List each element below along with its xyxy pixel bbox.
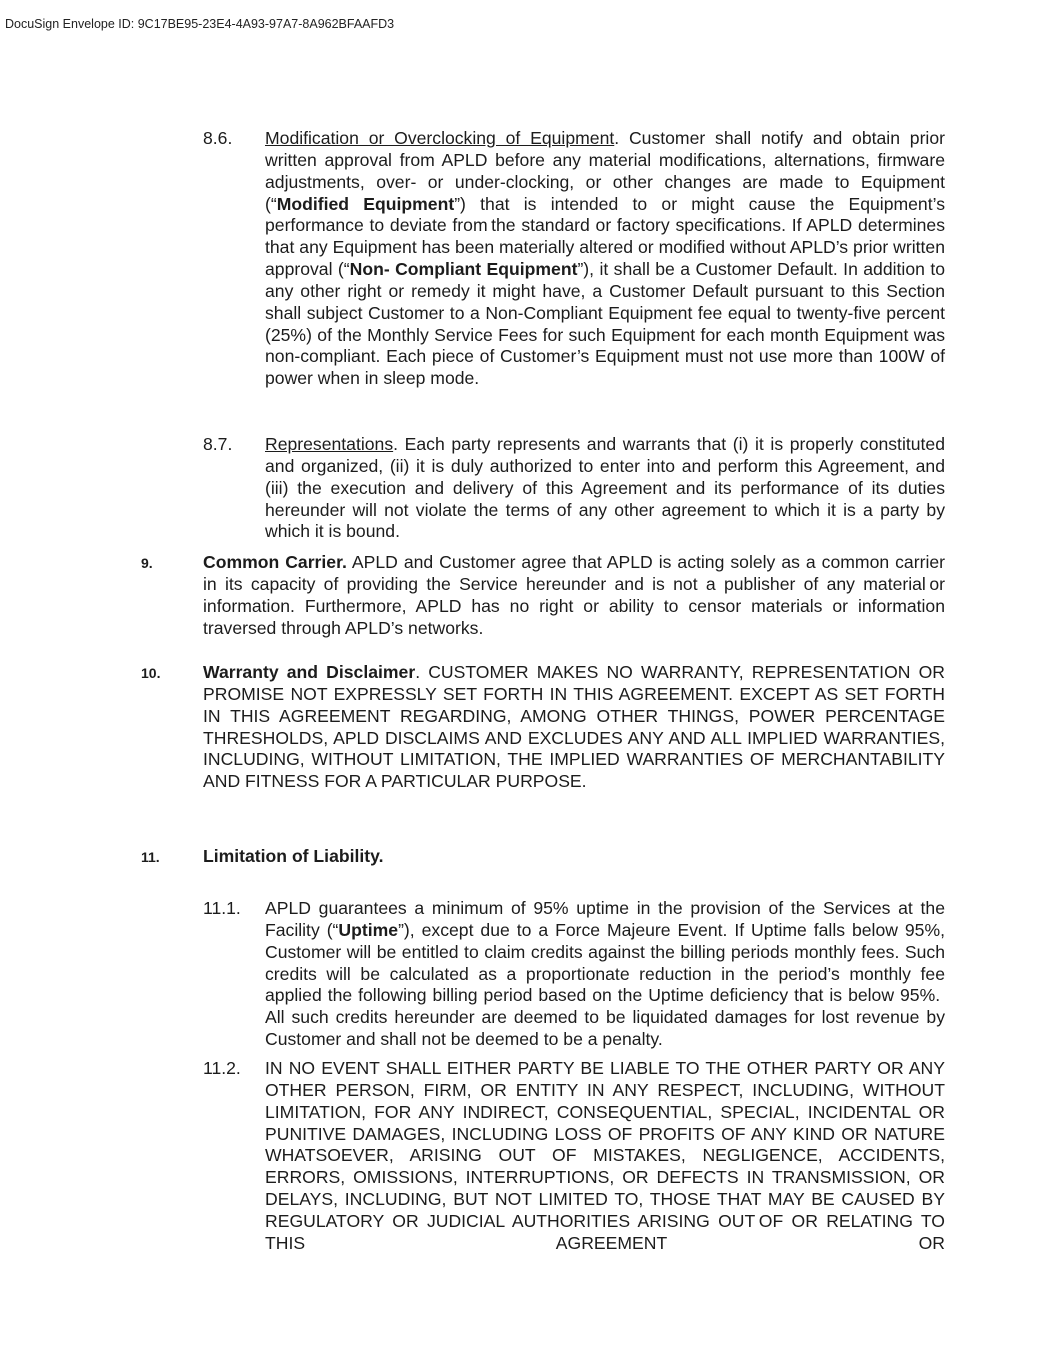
section-number-9: 9.: [141, 555, 153, 571]
section-11-heading: [203, 846, 945, 868]
envelope-id-header: DocuSign Envelope ID: 9C17BE95-23E4-4A93-97A7-8A962BFAAFD3: [5, 17, 395, 31]
section-number-10: 10.: [141, 665, 161, 681]
section-number-8-6: 8.6.: [203, 128, 233, 148]
section-9-paragraph: [203, 552, 945, 639]
section-8-6-paragraph: [265, 128, 945, 390]
section-11-1-text-1: APLD guarantees a minimum of 95% uptime in the provision of the Services at the Facility (“: [265, 898, 945, 940]
section-9-text: APLD and Customer agree that APLD is acting solely as a common carrier in its capacity of providing the Service hereunder and is not a publisher of any material or information. Furthermore, APLD has no right or ability to censor materials or information traversed through APLD’s networks.: [203, 552, 945, 638]
section-11-2-text: IN NO EVENT SHALL EITHER PARTY BE LIABLE TO THE OTHER PARTY OR ANY OTHER PERSON, FIRM, OR ENTITY IN ANY RESPECT, INCLUDING, WITHOUT LIMITATION, FOR ANY INDIRECT, CONSEQUENTIAL, SPECIAL, INCIDENTAL OR PUNITIVE DAMAGES, INCLUDING LOSS OF PROFITS OF ANY KIND OR NATURE WHATSOEVER, ARISING OUT OF MISTAKES, NEGLIGENCE, ACCIDENTS, ERRORS, OMISSIONS, INTERRUPTIONS, OR DEFECTS IN TRANSMISSION, OR DELAYS, INCLUDING, BUT NOT LIMITED TO, THOSE THAT MAY BE CAUSED BY REGULATORY OR JUDICIAL AUTHORITIES ARISING OUT OF OR RELATING TO THIS AGREEMENT OR: [265, 1058, 945, 1253]
section-8-6-title: Modification or Overclocking of Equipment: [265, 128, 615, 148]
section-11-title: Limitation of Liability.: [203, 846, 384, 866]
section-8-6-text-1: . Customer shall notify and obtain prior written approval from APLD before any material modifications, alternations, firmware adjustments, over- or under-clocking, or other changes are made to Equipment (“: [265, 128, 945, 214]
section-number-11-1: 11.1.: [203, 898, 241, 918]
section-8-6-text-2: ”) that is intended to or might cause the Equipment’s performance to deviate from the standard or factory specifications. If APLD determines that any Equipment has been materially altered or modified without APLD’s prior written approval (“: [265, 193, 945, 280]
section-8-6-text-3: ”), it shall be a Customer Default. In addition to any other right or remedy it might have, a Customer Default pursuant to this Section shall subject Customer to a Non-Compliant Equipment fee equal to twenty-five percent (25%) of the Monthly Service Fees for such Equipment for each month Equipment was non-compliant. Each piece of Customer’s Equipment must not use more than 100W of power when in sleep mode.: [265, 259, 945, 389]
section-9-title: Common Carrier.: [203, 552, 347, 572]
defined-term-modified-equipment: Modified Equipment: [276, 193, 455, 214]
section-number-11: 11.: [141, 849, 160, 865]
section-number-11-2: 11.2.: [203, 1058, 241, 1078]
section-11-2-paragraph: [265, 1058, 945, 1255]
section-number-8-7: 8.7.: [203, 434, 233, 454]
section-10-text: . CUSTOMER MAKES NO WARRANTY, REPRESENTATION OR PROMISE NOT EXPRESSLY SET FORTH IN THIS AGREEMENT. EXCEPT AS SET FORTH IN THIS AGREEMENT REGARDING, AMONG OTHER THINGS, POWER PERCENTAGE THRESHOLDS, APLD DISCLAIMS AND EXCLUDES ANY AND ALL IMPLIED WARRANTIES, INCLUDING, WITHOUT LIMITATION, THE IMPLIED WARRANTIES OF MERCHANTABILITY AND FITNESS FOR A PARTICULAR PURPOSE.: [203, 662, 945, 792]
section-10-title: Warranty and Disclaimer: [203, 662, 416, 682]
section-8-7-text: . Each party represents and warrants that (i) it is properly constituted and organized, (ii) it is duly authorized to enter into and perform this Agreement, and (iii) the execution and delivery of this Agreement and its performance of its duties hereunder will not violate the terms of any other agreement to which it is a party by which it is bound.: [265, 434, 945, 542]
defined-term-non-compliant-equipment: Non- Compliant Equipment: [349, 259, 578, 280]
section-11-1-text-2: ”), except due to a Force Majeure Event. If Uptime falls below 95%, Customer will be entitled to claim credits against the billing periods monthly fees. Such credits will be calculated as a proportionate reduction in the period’s monthly fee applied the following billing period based on the Uptime deficiency that is below 95%. All such credits hereunder are deemed to be liquidated damages for lost revenue by Customer and shall not be deemed to be a penalty.: [265, 919, 945, 1050]
section-8-7-paragraph: [265, 434, 945, 543]
section-8-7-title: Representations: [265, 434, 394, 454]
section-11-1-paragraph: [265, 898, 945, 1051]
section-10-paragraph: [203, 662, 945, 793]
defined-term-uptime: Uptime: [338, 919, 399, 940]
